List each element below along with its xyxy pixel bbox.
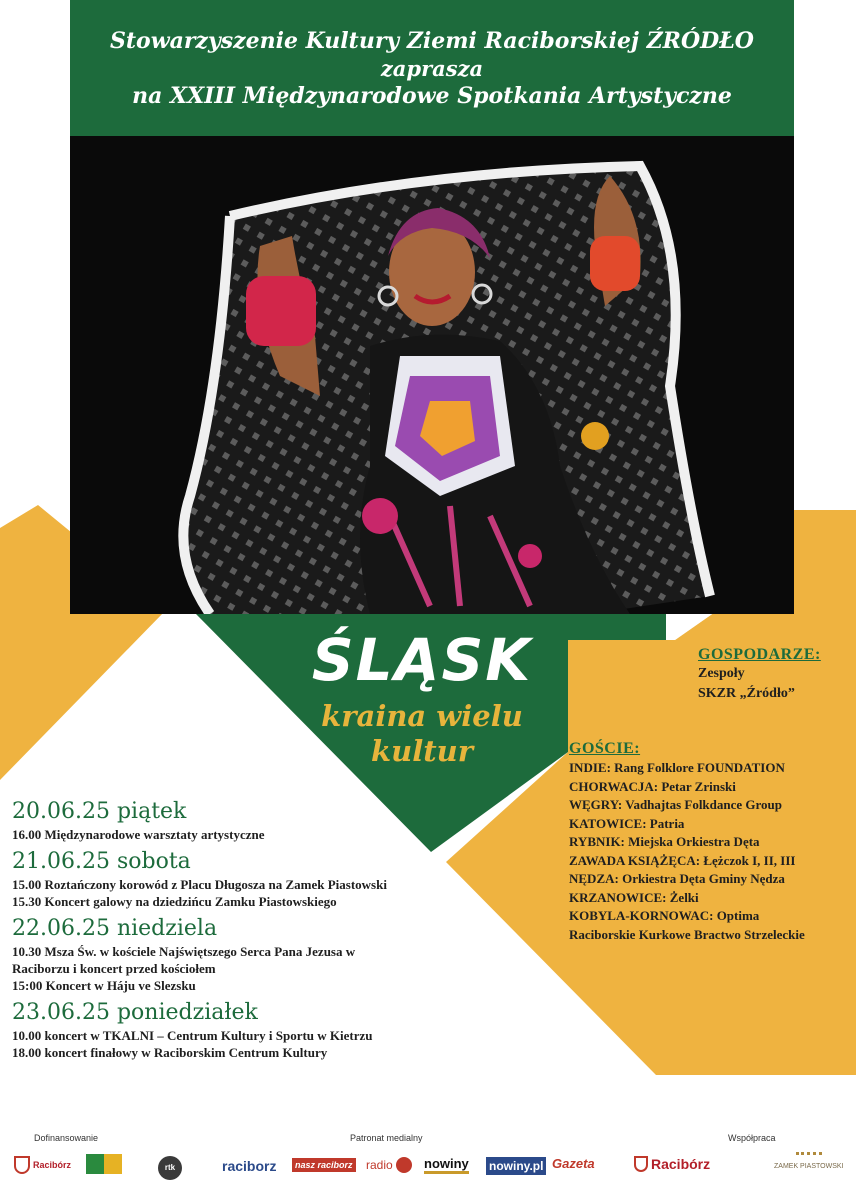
dancer-photo: [70, 136, 794, 614]
guest-line: RYBNIK: Miejska Orkiestra Dęta: [569, 834, 760, 849]
sponsor-logos: [0, 1150, 856, 1186]
guest-line: KRZANOWICE: Żelki: [569, 889, 699, 905]
hosts-section: [698, 646, 848, 704]
nasz-raciborz-logo: nasz raciborz: [292, 1158, 356, 1172]
event-line: 10.00 koncert w TKALNI – Centrum Kultury i Sportu w Kietrzu: [12, 1028, 373, 1043]
schedule-day: [12, 915, 482, 994]
event-line: 15.30 Koncert galowy na dziedzińcu Zamku Piastowskiego: [12, 894, 337, 909]
invites-line: zaprasza: [380, 55, 484, 81]
guest-line: ZAWADA KSIĄŻĘCA: Łężczok I, II, III: [569, 852, 796, 868]
cooperation-label: Współpraca: [728, 1133, 776, 1143]
event-line: 10.30 Msza Św. w kościele Najświętszego Serca Pana Jezusa w: [12, 944, 356, 959]
nowiny-logo: nowiny: [424, 1156, 469, 1174]
funding-label: Dofinansowanie: [34, 1133, 99, 1143]
media-patronage-label: Patronat medialny: [350, 1133, 423, 1143]
event-line: 18.00 koncert finałowy w Raciborskim Centrum Kultury: [12, 1045, 328, 1060]
day-heading: 22.06.25 niedziela: [12, 916, 218, 941]
schedule-day: [12, 848, 482, 910]
nowiny-pl-logo: nowiny.pl: [486, 1157, 546, 1175]
guest-line: KATOWICE: Patria: [569, 815, 685, 831]
raciborz-com-logo: raciborz: [222, 1158, 277, 1174]
powiat-emblem-icon: [86, 1154, 122, 1174]
raciborz-logo: Racibórz: [634, 1156, 710, 1172]
schedule-day: [12, 798, 482, 843]
rtk-emblem-icon: rtk: [158, 1156, 182, 1180]
guest-line: KOBYLA-KORNOWAC: Optima: [569, 908, 760, 923]
event-line: 15:00 Koncert w Háju ve Slezsku: [12, 978, 196, 993]
schedule: [12, 798, 482, 1066]
guest-line: CHORWACJA: Petar Zrinski: [569, 778, 736, 794]
guests-section: [569, 740, 854, 944]
organizer-line: Stowarzyszenie Kultury Ziemi Raciborskiej ŹRÓDŁO: [110, 27, 754, 54]
title-block: [262, 626, 582, 768]
day-heading: 20.06.25 piątek: [12, 799, 187, 824]
castle-icon: [796, 1152, 822, 1162]
main-title: ŚLĄSK: [311, 626, 533, 694]
guests-heading: GOŚCIE:: [569, 740, 641, 757]
crest-icon: [14, 1156, 30, 1174]
footer-labels: [0, 1133, 856, 1147]
crest-icon: [634, 1156, 648, 1172]
day-heading: 21.06.25 sobota: [12, 849, 191, 874]
raciborz-logo: Racibórz: [14, 1156, 71, 1174]
host-line: SKZR „Źródło”: [698, 686, 795, 701]
zamek-piastowski-logo: ZAMEK PIASTOWSKI: [774, 1152, 844, 1170]
guest-line: INDIE: Rang Folklore FOUNDATION: [569, 760, 785, 775]
host-line: Zespoły: [698, 666, 745, 681]
guest-line: NĘDZA: Orkiestra Dęta Gminy Nędza: [569, 871, 785, 886]
guest-line: Raciborskie Kurkowe Bractwo Strzeleckie: [569, 926, 805, 942]
event-line: 15.00 Roztańczony korowód z Placu Długosza na Zamek Piastowski: [12, 877, 387, 892]
event-name-line: na XXIII Międzynarodowe Spotkania Artystyczne: [132, 82, 732, 109]
schedule-day: [12, 999, 482, 1061]
gazeta-logo: Gazeta: [552, 1156, 595, 1171]
powiat-logo: [86, 1154, 122, 1174]
guest-line: WĘGRY: Vadhajtas Folkdance Group: [569, 797, 783, 812]
day-heading: 23.06.25 poniedziałek: [12, 1000, 258, 1025]
hosts-heading: GOSPODARZE:: [698, 646, 821, 663]
subtitle-line-1: kraina wielu: [321, 698, 523, 733]
event-line: Raciborzu i koncert przed kościołem: [12, 961, 216, 976]
radio-logo: radio: [366, 1157, 412, 1173]
header: [70, 0, 794, 136]
dancer-illustration: [70, 136, 794, 614]
event-line: 16.00 Międzynarodowe warsztaty artystyczne: [12, 827, 265, 842]
radio-badge-icon: [396, 1157, 412, 1173]
subtitle-line-2: kultur: [371, 733, 473, 768]
rtk-logo: [158, 1156, 182, 1180]
